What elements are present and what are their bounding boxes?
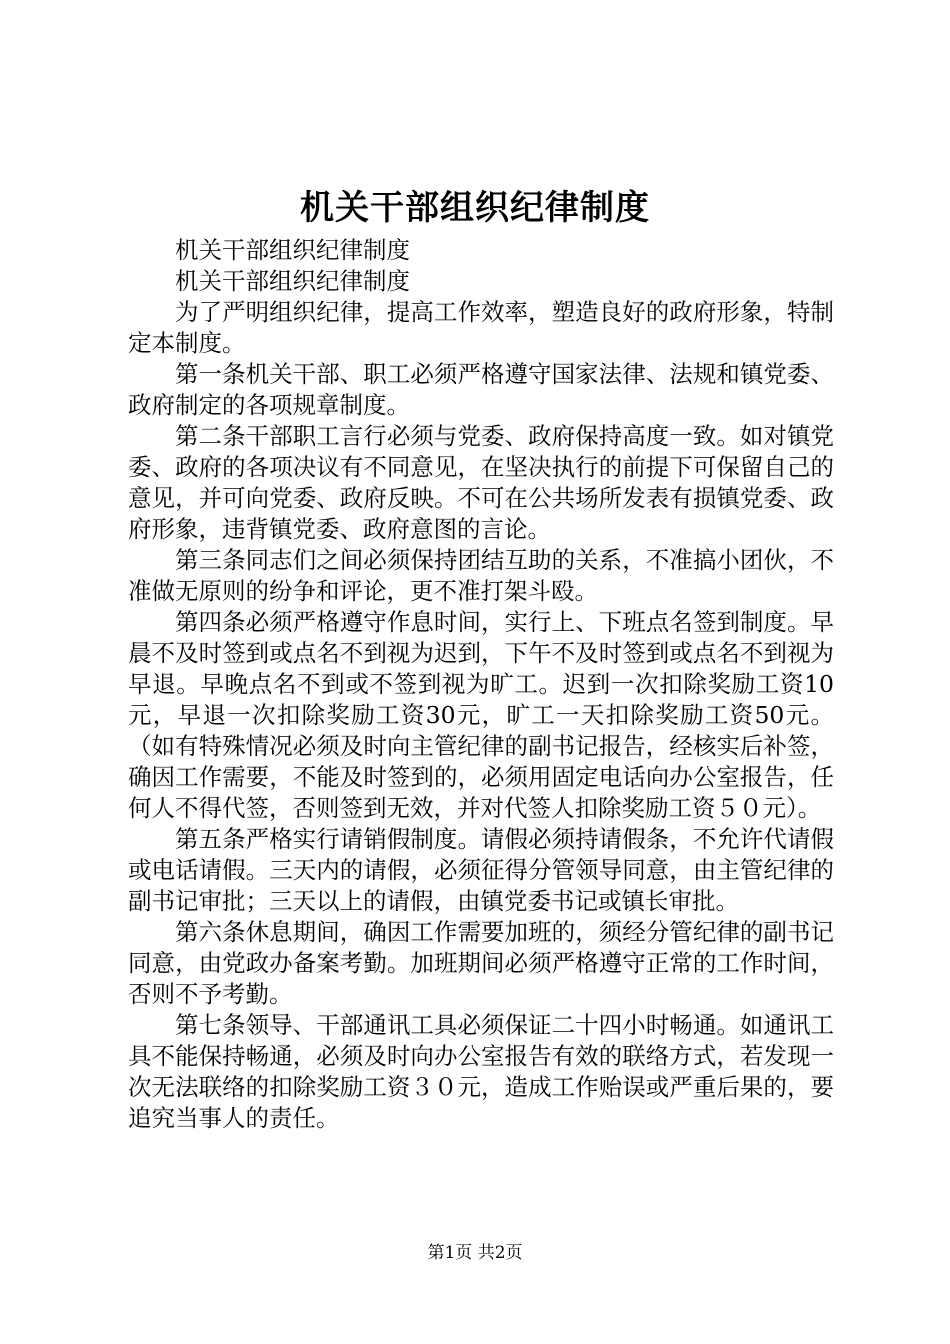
paragraph: 第二条干部职工言行必须与党委、政府保持高度一致。如对镇党委、政府的各项决议有不同意见，在坚决执行的前提下可保留自己的意见，并可向党委、政府反映。不可在公共场所发表有损镇党委、政府形象，违背镇党委、政府意图的言论。 xyxy=(128,422,834,543)
document-body xyxy=(128,235,834,1134)
paragraph: 第五条严格实行请销假制度。请假必须持请假条，不允许代请假或电话请假。三天内的请假，必须征得分管领导同意，由主管纪律的副书记审批；三天以上的请假，由镇党委书记或镇长审批。 xyxy=(128,825,834,915)
document-title: 机关干部组织纪律制度 xyxy=(300,188,650,228)
paragraph: 第四条必须严格遵守作息时间，实行上、下班点名签到制度。早晨不及时签到或点名不到视为迟到，下午不及时签到或点名不到视为早退。早晚点名不到或不签到视为旷工。迟到一次扣除奖励工资10元，早退一次扣除奖励工资30元，旷工一天扣除奖励工资50元。（如有特殊情况必须及时向主管纪律的副书记报告，经核实后补签，确因工作需要，不能及时签到的，必须用固定电话向办公室报告，任何人不得代签，否则签到无效，并对代签人扣除奖励工资５０元）。 xyxy=(128,608,834,822)
paragraph: 第三条同志们之间必须保持团结互助的关系，不准搞小团伙，不准做无原则的纷争和评论，更不准打架斗殴。 xyxy=(128,546,834,605)
paragraph: 为了严明组织纪律，提高工作效率，塑造良好的政府形象，特制定本制度。 xyxy=(128,298,834,357)
paragraph: 机关干部组织纪律制度 xyxy=(175,267,410,295)
paragraph: 第一条机关干部、职工必须严格遵守国家法律、法规和镇党委、政府制定的各项规章制度。 xyxy=(128,360,834,419)
paragraph: 第七条领导、干部通讯工具必须保证二十四小时畅通。如通讯工具不能保持畅通，必须及时向办公室报告有效的联络方式，若发现一次无法联络的扣除奖励工资３０元，造成工作贻误或严重后果的，要追究当事人的责任。 xyxy=(128,1011,834,1132)
paragraph: 机关干部组织纪律制度 xyxy=(175,236,410,264)
paragraph: 第六条休息期间，确因工作需要加班的，须经分管纪律的副书记同意，由党政办备案考勤。加班期间必须严格遵守正常的工作时间，否则不予考勤。 xyxy=(128,918,834,1008)
page-number-footer: 第1页 共2页 xyxy=(427,1243,523,1263)
